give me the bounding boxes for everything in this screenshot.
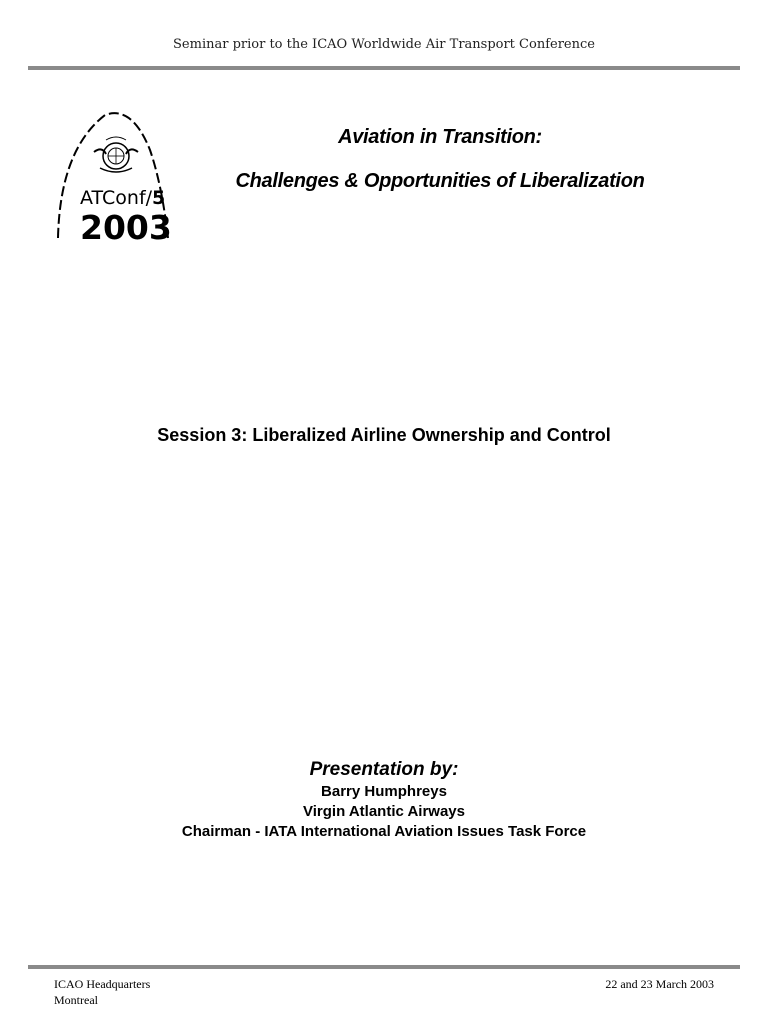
presentation-heading: Presentation by: [309,759,459,780]
title-line-2: Challenges & Opportunities of Liberalization [235,170,645,192]
logo-graphic [50,110,200,250]
presenter-name: Barry Humphreys [321,783,447,800]
presentation-block [0,758,768,842]
footer-date: 22 and 23 March 2003 [605,977,714,991]
logo-label: ATConf/ [80,187,153,209]
logo-label-number: 5 [152,187,166,209]
footer-divider [28,965,740,969]
icao-emblem-icon [94,137,138,172]
atconf-logo [50,110,200,250]
page-header: Seminar prior to the ICAO Worldwide Air Transport Conference [173,37,595,52]
footer-location-line1: ICAO Headquarters [54,977,151,991]
footer-location-line2: Montreal [54,993,98,1007]
title-line-1: Aviation in Transition: [338,126,542,148]
header-divider [28,66,740,70]
presenter-organization: Virgin Atlantic Airways [303,803,465,820]
session-title: Session 3: Liberalized Airline Ownership and Control [157,425,611,445]
presenter-role: Chairman - IATA International Aviation Issues Task Force [181,823,587,840]
svg-text:ATConf/5 [80,187,165,209]
footer-location [54,976,150,1008]
logo-year: 2003 [80,208,172,247]
